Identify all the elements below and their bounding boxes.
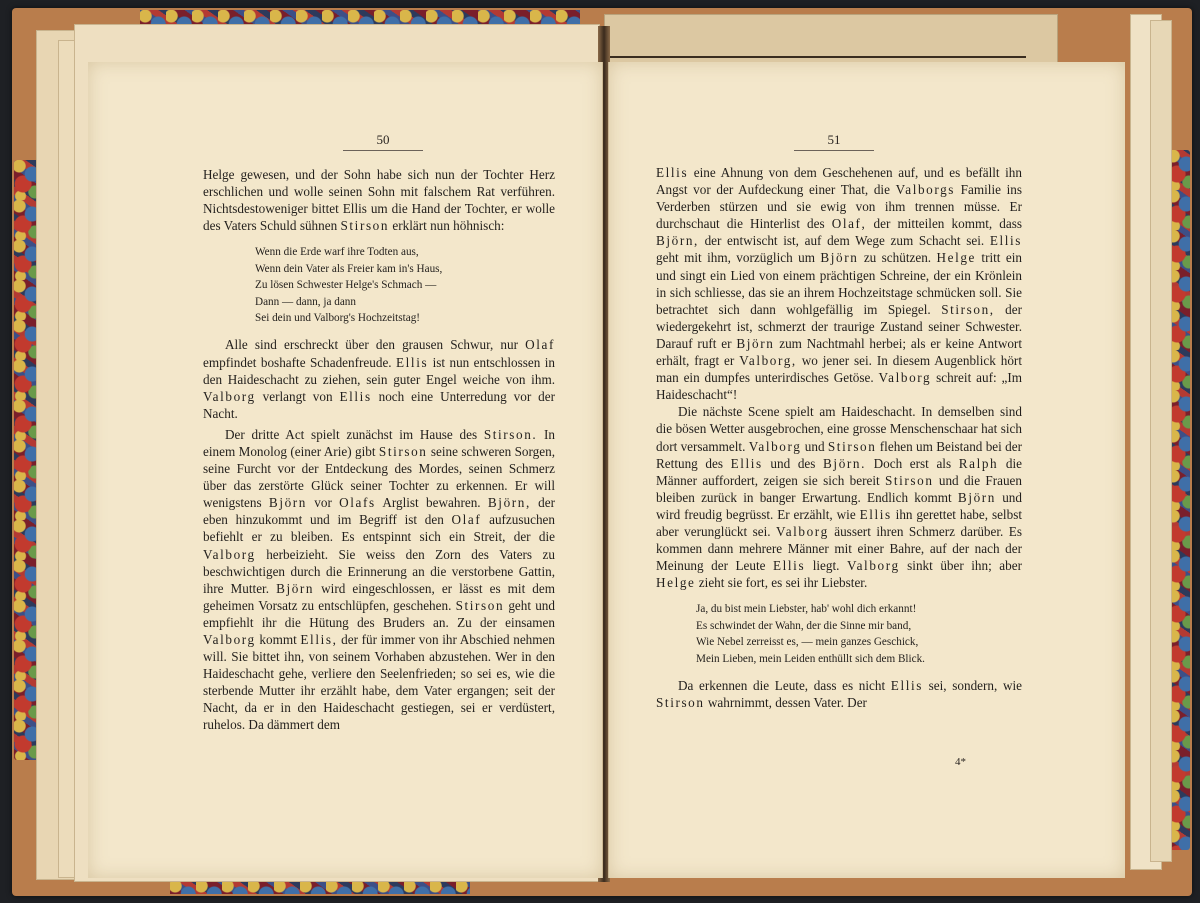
text-run: empfindet boshafte Schadenfreude. <box>203 354 397 370</box>
text-run: zu schützen. <box>858 250 937 266</box>
text-run: flehen um Beistand bei der Rettung des <box>656 438 1022 471</box>
text-run: vor <box>306 495 340 511</box>
page-stack-right <box>1150 20 1172 862</box>
verse-line: Zu lösen Schwester Helge's Schmach — <box>255 279 437 292</box>
inserted-sheet-rule <box>606 56 1026 58</box>
verse-line: Wie Nebel zerreisst es, — mein ganzes Geschick, <box>696 636 919 649</box>
character-name: Björn, <box>656 233 699 249</box>
text-run: Der dritte Act spielt zunächst im Hause des <box>225 426 484 442</box>
text-run: Da erkennen die Leute, dass es nicht <box>678 677 891 693</box>
character-name: Björn <box>736 335 775 351</box>
verse-block <box>696 601 1022 667</box>
text-run: seine schweren Sorgen, seine Furcht vor der Entdeckung des Mordes, seinen Schmerz über das zerstörte Glück seiner Tochter zu erkennen. Er will wenigstens <box>203 443 555 511</box>
character-name: Björn, <box>487 495 531 511</box>
text-run: Familie ins Verderben stürzen und sie ewig von ihm trennen müsse. Er durchschaut die Hinterlist des <box>656 182 1022 232</box>
character-name: Valborg <box>203 546 256 562</box>
text-run: tritt ein und singt ein Lied von einem prächtigen Schreine, der ein Krönlein in sich schliesse, das sie an ihrem Hochzeitstage schmücken soll. Sie betrachtet sich dann wohlgefällig im Spiegel. <box>656 250 1022 317</box>
character-name: Stirson. <box>483 426 538 442</box>
text-run: Helge gewesen, und der Sohn habe sich nun der Tochter Herz erschlichen und wolle seinen Sohn mit falschem Rat verführen. Nichtsdestoweniger bittet Ellis um die Hand der Tochter, er wolle des Vaters Schuld sühnen <box>203 167 555 234</box>
text-run: noch eine Unterredung vor der Nacht. <box>203 388 555 421</box>
text-run: zum Nachtmahl herbei; als er keine Antwort erhält, fragt er <box>656 335 1022 369</box>
paragraph <box>656 677 1022 711</box>
character-name: Olafs <box>339 495 376 511</box>
character-name: Valborg <box>203 632 256 647</box>
character-name: Helge <box>656 575 696 591</box>
character-name: Ellis <box>396 354 429 370</box>
character-name: Valborg <box>878 370 932 386</box>
character-name: Olaf <box>525 337 555 353</box>
text-run: schreit auf: „Im Haideschacht“! <box>656 370 1022 403</box>
text-run: sei, sondern, wie <box>922 677 1022 693</box>
signature-mark: 4* <box>955 756 966 768</box>
character-name: Stirson <box>378 443 428 459</box>
text-run: In einem Monolog (einer Arie) gibt <box>203 426 555 459</box>
character-name: Ellis <box>339 388 372 404</box>
text-run: kommt <box>255 632 301 647</box>
text-run: und <box>801 438 828 454</box>
text-run: wahrnimmt, dessen Vater. Der <box>704 695 867 711</box>
verse-block <box>255 244 555 326</box>
character-name: Ellis <box>989 233 1022 249</box>
verse-line: Wenn die Erde warf ihre Todten aus, <box>255 246 419 259</box>
text-run: wo jener sei. In diesem Augenblick hört man ein dumpfes unterirdisches Getöse. <box>656 353 1022 386</box>
character-name: Valborg <box>776 523 829 539</box>
character-name: Stirson <box>884 472 934 488</box>
right-page <box>608 62 1125 878</box>
text-run: Doch erst als <box>865 455 959 471</box>
character-name: Ellis <box>890 677 923 693</box>
text-run: sinkt über ihn; aber <box>899 558 1022 574</box>
page-number: 50 <box>343 132 423 151</box>
text-run: geht mit ihm, vorzüglich um <box>656 250 821 266</box>
text-run: die Männer auffordert, zeigen sie sich bereit <box>656 455 1022 488</box>
character-name: Ralph <box>958 455 999 471</box>
text-run: Die nächste Scene spielt am Haideschacht. In demselben sind die bösen Wetter ausgebrochen, eine grosse Menschenschaar hat sich dort versammelt. <box>656 404 1022 454</box>
text-run: der mitteilen kommt, dass <box>866 216 1022 232</box>
verse-line: Ja, du bist mein Liebster, hab' wohl dich erkannt! <box>696 603 917 616</box>
paragraph <box>656 164 1022 403</box>
text-run: äussert ihren Schmerz darüber. Es kommen dann mehrere Männer mit einer Bahre, auf der nach der Meinung der Leute <box>656 523 1022 574</box>
verse-line: Sei dein und Valborg's Hochzeitstag! <box>255 312 421 324</box>
character-name: Ellis <box>859 506 892 522</box>
text-run: verlangt von <box>255 388 340 404</box>
text-run: und wird freudig begrüsst. Er erzählt, wie <box>656 489 1022 522</box>
text-run: herbeizieht. Sie weiss den Zorn des Vaters zu beschwichtigen durch die Erinnerung an die verstorbene Gattin, ihre Mutter. <box>203 546 555 596</box>
character-name: Helge <box>936 250 977 266</box>
character-name: Ellis <box>730 455 763 471</box>
character-name: Björn. <box>823 455 866 471</box>
character-name: Valborg <box>846 558 900 574</box>
page-text <box>656 164 1022 711</box>
character-name: Björn <box>276 580 315 596</box>
paragraph <box>203 166 555 234</box>
verse-line: Wenn dein Vater als Freier kam in's Haus, <box>255 262 443 275</box>
character-name: Stirson <box>340 218 390 234</box>
character-name: Valborg <box>203 388 256 404</box>
text-run: Arglist bewahren. <box>375 495 488 511</box>
page-number: 51 <box>794 132 874 151</box>
text-run: wird eingeschlossen, er lässt es mit dem geheimen Vorsatz zu entschlüpfen, geschehen. <box>203 580 555 613</box>
text-run: ist nun entschlossen in den Haideschacht zu ziehen, sein guter Engel weiche von ihm. <box>203 354 555 387</box>
paragraph <box>203 336 555 421</box>
character-name: Björn <box>820 250 859 266</box>
character-name: Valborg <box>748 438 802 454</box>
character-name: Stirson <box>455 597 505 613</box>
text-run: der wiedergekehrt ist, schmerzt der traurige Zustand seiner Schwester. Darauf ruft er <box>656 301 1022 351</box>
marbled-edge-bottom <box>170 880 470 894</box>
text-run: eine Ahnung von dem Geschehenen auf, und es befällt ihn Angst vor der Aufdeckung einer That, die <box>656 165 1022 198</box>
character-name: Stirson <box>827 438 877 454</box>
character-name: Valborg, <box>739 353 797 369</box>
paragraph <box>203 426 555 734</box>
character-name: Ellis <box>656 165 689 180</box>
paragraph <box>656 403 1022 591</box>
marbled-edge-top <box>140 10 580 24</box>
character-name: Björn <box>268 495 307 511</box>
text-run: ihn gerettet habe, selbst aber verunglückt sei. <box>656 506 1022 539</box>
verse-line: Dann — dann, ja dann <box>255 295 356 308</box>
character-name: Olaf, <box>831 216 867 232</box>
verse-line: Es schwindet der Wahn, der die Sinne mir band, <box>696 619 912 632</box>
page-text <box>203 166 555 734</box>
character-name: Olaf <box>451 512 482 528</box>
text-run: aufzusuchen befiehlt er zu bleiben. Es entspinnt sich ein Streit, der die <box>203 512 556 545</box>
left-page <box>88 62 603 878</box>
text-run: und die Frauen bleiben zurück in banger Erwartung. Endlich kommt <box>656 472 1022 505</box>
text-run: der eben hinzukommt und im Begriff ist den <box>203 495 555 528</box>
character-name: Valborgs <box>895 182 956 198</box>
text-run: der für immer von ihr Abschied nehmen will. Sie bittet ihn, von seinem Vorhaben abzustehen. Wer in den Haideschacht gehe, verliere den Seelenfrieden; so sei es, wie die sterbende Mutter ihr erzählt habe, dem Vater ergangen; seit der Nacht, da er in den Haideschacht gestiegen, sei er verdüstert, ruhelos. Da dämmert dem <box>203 632 555 733</box>
text-run: und des <box>762 455 824 471</box>
text-run: Alle sind erschreckt über den grausen Schwur, nur <box>225 337 526 353</box>
character-name: Stirson, <box>941 301 995 317</box>
character-name: Björn <box>957 489 996 505</box>
character-name: Ellis <box>773 558 806 574</box>
character-name: Stirson <box>656 695 705 711</box>
verse-line: Mein Lieben, mein Leiden enthüllt sich dem Blick. <box>696 652 925 665</box>
text-run: der entwischt ist, auf dem Wege zum Schacht sei. <box>698 233 990 249</box>
text-run: liegt. <box>805 558 847 574</box>
text-run: geht und empfiehlt ihr die Hütung des Bruders an. Zu der einsamen <box>203 597 555 630</box>
text-run: zieht sie fort, es sei ihr Liebster. <box>695 575 868 591</box>
text-run: erklärt nun höhnisch: <box>389 218 505 234</box>
character-name: Ellis, <box>300 632 338 647</box>
